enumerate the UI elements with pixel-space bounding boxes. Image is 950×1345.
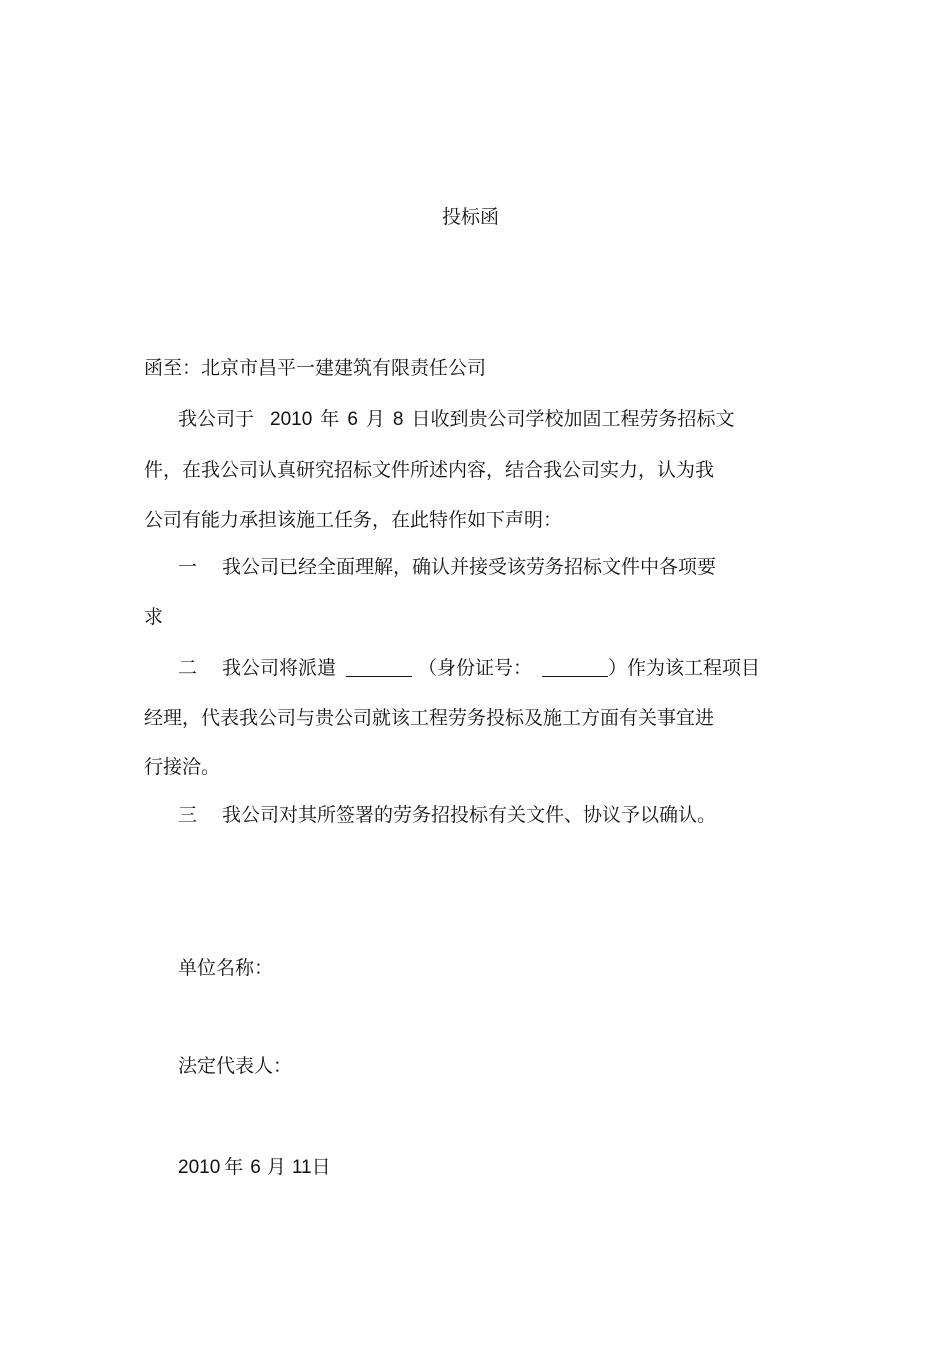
manager-name-blank xyxy=(346,658,412,677)
id-number-blank xyxy=(542,658,608,677)
date-ri: 日 xyxy=(311,1156,331,1178)
item-2-number: 二 xyxy=(178,657,198,679)
date-yue: 月 xyxy=(266,1156,286,1178)
item-3-line-1 xyxy=(178,803,716,827)
signature-date xyxy=(178,1155,331,1180)
item-2-line-3: 行接洽。 xyxy=(144,756,221,778)
intro-yue: 月 xyxy=(365,408,385,430)
item-2-line-2: 经理，代表我公司与贵公司就该工程劳务投标及施工方面有关事宜进 xyxy=(144,707,715,729)
legal-representative-label: 法定代表人： xyxy=(178,1055,293,1077)
date-month: 6 xyxy=(250,1157,261,1178)
item-2-text-b: （身份证号： xyxy=(418,657,533,679)
intro-year: 2010 xyxy=(270,409,313,430)
intro-text-a: 我公司于 xyxy=(178,408,255,430)
item-2-line-1 xyxy=(178,656,760,680)
item-3-number: 三 xyxy=(178,804,198,826)
document-title: 投标函 xyxy=(442,206,500,228)
item-1-text: 我公司已经全面理解，确认并接受该劳务招标文件中各项要 xyxy=(222,556,717,578)
intro-text-b: 日收到贵公司学校加固工程劳务招标文 xyxy=(411,408,735,430)
item-1-number: 一 xyxy=(178,556,198,578)
intro-line-2: 件，在我公司认真研究招标文件所述内容，结合我公司实力，认为我 xyxy=(144,459,715,481)
intro-nian: 年 xyxy=(320,408,340,430)
intro-line-3: 公司有能力承担该施工任务，在此特作如下声明： xyxy=(144,509,563,531)
item-1-line-1 xyxy=(178,555,716,579)
intro-month: 6 xyxy=(347,409,358,430)
item-2-text-c: ）作为该工程项目 xyxy=(608,657,761,679)
item-3-text: 我公司对其所签署的劳务招投标有关文件、协议予以确认。 xyxy=(222,804,717,826)
intro-line-1 xyxy=(178,407,735,432)
date-day: 11 xyxy=(291,1157,312,1178)
item-2-text-a: 我公司将派遣 xyxy=(222,657,337,679)
unit-name-label: 单位名称： xyxy=(178,957,274,979)
date-year: 2010 xyxy=(178,1157,221,1178)
recipient-line: 函至：北京市昌平一建建筑有限责任公司 xyxy=(144,357,487,379)
date-nian: 年 xyxy=(224,1156,244,1178)
intro-day: 8 xyxy=(392,409,404,430)
item-1-line-2: 求 xyxy=(144,606,164,628)
